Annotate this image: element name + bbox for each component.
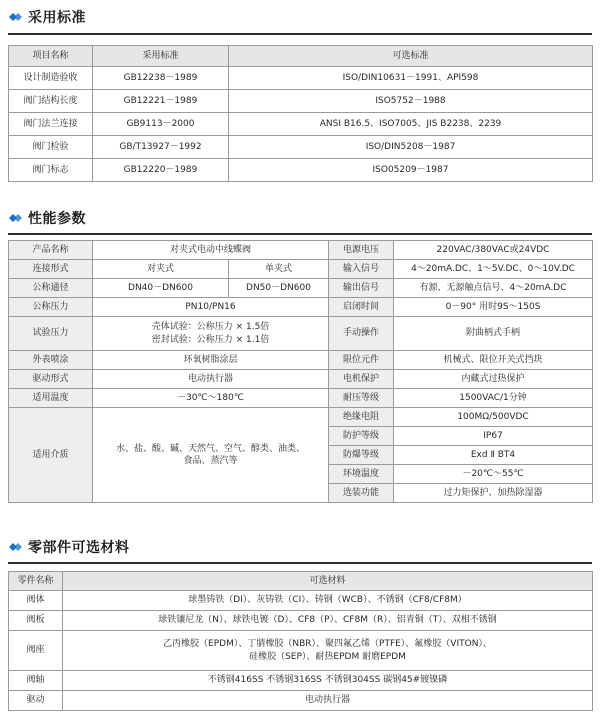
section-header-performance [8,208,86,228]
material-cell: 球铁镶尼龙（N）、球铁电镀（D）、CF8（P）、CF8M（R）、铝青铜（T）、双相不锈钢 [63,611,593,631]
table-row [9,159,593,182]
cell: 阀门结构长度 [9,90,93,113]
label-cell: 适用介质 [9,408,93,503]
standards-table [8,45,593,182]
cell: 设计制造验收 [9,67,93,90]
value-cell: 环氧树脂涂层 [93,351,329,370]
diamond-bullet-icon [8,212,24,224]
material-cell: 不锈钢416SS 不锈钢316SS 不锈钢304SS 碳钢45#镀镍磷 [63,671,593,691]
table-row [9,691,593,711]
value-cell: DN50－DN600 [229,279,329,298]
label-cell: 绝缘电阻 [329,408,394,427]
performance-table [8,240,593,503]
section-header-materials [8,537,130,557]
value-cell: DN40－DN600 [93,279,229,298]
table-row [9,351,593,370]
cell: 阀门标志 [9,159,93,182]
label-cell: 环境温度 [329,465,394,484]
label-cell: 适用温度 [9,389,93,408]
value-cell: －20℃～55℃ [394,465,593,484]
table-row [9,611,593,631]
cell: GB12221－1989 [93,90,229,113]
cell: ISO05209－1987 [229,159,593,182]
table-row [9,279,593,298]
value-cell: 过力矩保护、加热除湿器 [394,484,593,503]
materials-table [8,571,593,711]
material-cell [63,631,593,671]
table-header-row [9,46,593,67]
table-row [9,631,593,671]
table-row [9,370,593,389]
table-row [9,671,593,691]
value-cell: 100MΩ/500VDC [394,408,593,427]
value-cell: 对夹式 [93,260,229,279]
table-row [9,591,593,611]
value-cell [93,408,329,503]
value-cell: IP67 [394,427,593,446]
part-cell: 阀体 [9,591,63,611]
cell: 阀门检验 [9,136,93,159]
value-cell: 有源、无源触点信号、4～20mA.DC [394,279,593,298]
material-line: 硅橡胶（SEP）、耐热EPDM 耐磨EPDM [249,651,406,662]
value-cell: 4～20mA.DC、1～5V.DC、0～10V.DC [394,260,593,279]
media-line: 食品、蒸汽等 [183,456,238,466]
cell: ISO/DIN10631－1991、API598 [229,67,593,90]
cell: ANSI B16.5、ISO7005、JIS B2238、2239 [229,113,593,136]
value-cell: 机械式、限位开关式挡块 [394,351,593,370]
value-cell: PN10/PN16 [93,298,329,317]
label-cell: 耐压等级 [329,389,394,408]
label-cell: 电机保护 [329,370,394,389]
material-line: 乙丙橡胶（EPDM）、丁腈橡胶（NBR）、聚四氟乙烯（PTFE）、氟橡胶（VITON）、 [163,639,492,650]
header-cell: 可选标准 [229,46,593,67]
value-cell: 0－90° 用时9S～150S [394,298,593,317]
part-cell: 阀座 [9,631,63,671]
section-header-standards [8,7,86,27]
label-cell: 产品名称 [9,241,93,260]
table-row [9,298,593,317]
label-cell: 连接形式 [9,260,93,279]
cell: 阀门法兰连接 [9,113,93,136]
label-cell: 公称通径 [9,279,93,298]
label-cell: 防爆等级 [329,446,394,465]
value-cell: 220VAC/380VAC或24VDC [394,241,593,260]
label-cell: 公称压力 [9,298,93,317]
table-header-row [9,572,593,591]
part-cell: 阀轴 [9,671,63,691]
part-cell: 驱动 [9,691,63,711]
table-row [9,90,593,113]
label-cell: 选装功能 [329,484,394,503]
part-cell: 阀板 [9,611,63,631]
media-line: 水、盐、酸、碱、天然气、空气、醇类、油类、 [116,443,306,454]
diamond-bullet-icon [8,11,24,23]
value-cell: 1500VAC/1分钟 [394,389,593,408]
table-row [9,260,593,279]
value-cell: －30℃～180℃ [93,389,329,408]
cell: GB12238－1989 [93,67,229,90]
label-cell: 防护等级 [329,427,394,446]
value-cell: 对夹式电动中线蝶阀 [93,241,329,260]
label-cell: 输入信号 [329,260,394,279]
label-cell: 外表喷涂 [9,351,93,370]
value-cell: 单夹式 [229,260,329,279]
section-divider [8,233,592,235]
table-row [9,389,593,408]
header-cell: 可选材料 [63,572,593,591]
label-cell: 电源电压 [329,241,394,260]
value-cell: 电动执行器 [93,370,329,389]
label-cell: 试验压力 [9,317,93,351]
diamond-bullet-icon [8,541,24,553]
table-row [9,241,593,260]
header-cell: 采用标准 [93,46,229,67]
test-line: 壳体试验：公称压力 × 1.5倍 [151,322,270,333]
header-cell: 项目名称 [9,46,93,67]
label-cell: 启闭时间 [329,298,394,317]
cell: ISO5752－1988 [229,90,593,113]
label-cell: 输出信号 [329,279,394,298]
material-cell: 电动执行器 [63,691,593,711]
table-row [9,136,593,159]
cell: GB/T13927－1992 [93,136,229,159]
table-row [9,317,593,351]
cell: ISO/DIN5208－1987 [229,136,593,159]
table-row [9,408,593,427]
value-cell: 内藏式过热保护 [394,370,593,389]
label-cell: 限位元件 [329,351,394,370]
section-divider [8,562,592,564]
label-cell: 驱动形式 [9,370,93,389]
value-cell: Exd Ⅱ BT4 [394,446,593,465]
value-cell: 附曲柄式手柄 [394,317,593,351]
section-title: 采用标准 [28,10,86,26]
value-cell [93,317,329,351]
table-row [9,67,593,90]
material-cell: 球墨铸铁（DI）、灰铸铁（CI）、铸钢（WCB）、不锈钢（CF8/CF8M） [63,591,593,611]
cell: GB9113－2000 [93,113,229,136]
label-cell: 手动操作 [329,317,394,351]
section-divider [8,33,592,35]
header-cell: 零件名称 [9,572,63,591]
section-title: 零部件可选材料 [28,540,130,556]
section-title: 性能参数 [28,211,86,227]
cell: GB12220－1989 [93,159,229,182]
table-row [9,113,593,136]
test-line: 密封试验：公称压力 × 1.1倍 [151,334,270,345]
